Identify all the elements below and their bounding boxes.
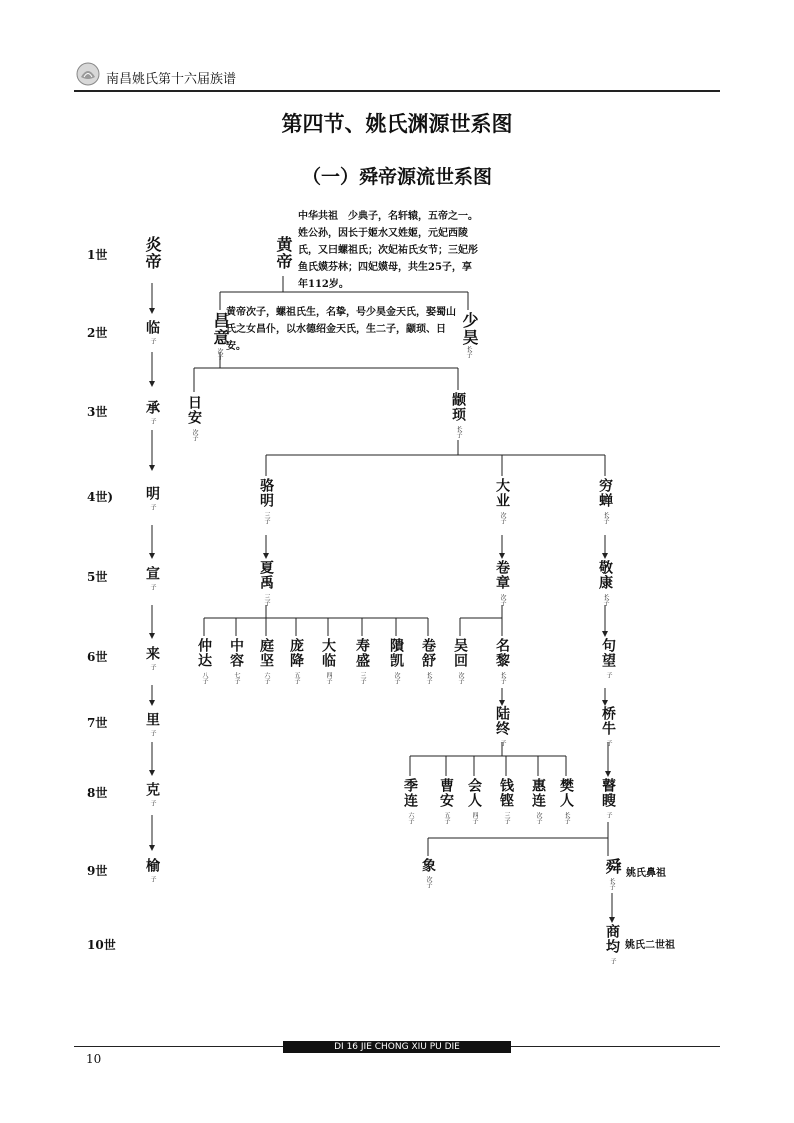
huangdi-note: 中华共祖 少典子，名轩辕，五帝之一。姓公孙，因长于姬水又姓姬，元妃西陵氏，又曰螺祖氏；次妃祐氏女节；三妃彤鱼氏嫫芬林；四妃嫫母，共生25子，享年112岁。 — [298, 211, 478, 290]
changyi-note: 黄帝次子，螺祖氏生，名挚，号少昊金天氏，娶蜀山氏之女昌仆，以水德绍金天氏，生二子，颛顼、日安。 — [226, 307, 456, 352]
generation-label-10: 10世 — [87, 938, 116, 952]
person-shangjun: 商均 — [604, 924, 620, 954]
person-rian: 日安 — [186, 395, 202, 425]
person-jingkang: 敬康 — [597, 560, 613, 590]
rank-lin: 子 — [149, 338, 156, 344]
rank-zhuanxu: 长子 — [455, 426, 462, 438]
rank-xiayu: 三子 — [263, 594, 270, 606]
rank-qiaoniu: 子 — [605, 740, 612, 746]
person-mingli: 名黎 — [494, 638, 510, 668]
person-dalin: 大临 — [320, 638, 336, 668]
person-mangjiang: 庞降 — [288, 638, 304, 668]
sub-title: （一）舜帝源流世系图 — [301, 166, 492, 188]
person-wuhui: 吴回 — [452, 638, 468, 668]
header-title: 南昌姚氏第十六届族谱 — [106, 72, 237, 87]
person-changyi: 昌意 — [211, 312, 230, 346]
generation-label-8: 8世 — [87, 786, 108, 800]
person-zhongrong: 中容 — [228, 638, 244, 668]
rank-luzhong: 子 — [499, 740, 506, 746]
generation-label-9: 9世 — [87, 864, 108, 878]
rank-zhongrong: 七子 — [233, 672, 240, 684]
generation-label-1: 1世 — [87, 248, 108, 262]
rank-jilian: 六子 — [407, 812, 414, 824]
rank-chousheng: 三子 — [359, 672, 366, 684]
person-chousheng: 寿盛 — [354, 638, 370, 668]
rank-xuan: 子 — [149, 584, 156, 590]
person-jilian: 季连 — [402, 778, 418, 808]
rank-juanshu: 长子 — [425, 672, 432, 684]
rank-ming: 子 — [149, 504, 156, 510]
rank-huilian: 次子 — [535, 812, 542, 824]
rank-daye: 次子 — [499, 512, 506, 524]
person-shaohao: 少昊 — [460, 312, 479, 346]
rank-luoming: 三子 — [263, 512, 270, 524]
person-qianjian: 钱铿 — [498, 778, 514, 808]
rank-huiren: 四子 — [471, 812, 478, 824]
rank-kuikai: 次子 — [393, 672, 400, 684]
rank-li: 子 — [149, 730, 156, 736]
rank-shangjun: 子 — [609, 958, 616, 964]
rank-lai: 子 — [149, 664, 156, 670]
person-ke: 克 — [144, 782, 160, 797]
person-qiongchan: 穷蝉 — [597, 478, 613, 508]
person-gusou: 瞽瞍 — [600, 778, 616, 808]
section-title: 第四节、姚氏渊源世系图 — [281, 111, 513, 136]
person-juanzhang: 卷章 — [494, 560, 510, 590]
person-luzhong: 陆终 — [494, 706, 510, 736]
rank-juwang: 子 — [605, 672, 612, 678]
person-huilian: 惠连 — [530, 778, 546, 808]
person-huiren: 会人 — [466, 778, 482, 808]
generation-label-7: 7世 — [87, 716, 108, 730]
person-kuikai: 隤凯 — [388, 638, 404, 668]
rank-mingli: 长子 — [499, 672, 506, 684]
person-zhuanxu: 颛顼 — [450, 392, 466, 422]
person-lai: 来 — [144, 646, 160, 661]
rank-caoan: 五子 — [443, 812, 450, 824]
rank-ke: 子 — [149, 800, 156, 806]
generation-label-4: 4世) — [87, 490, 114, 504]
person-lin: 临 — [144, 320, 160, 335]
person-juwang: 句望 — [600, 638, 616, 668]
person-xiang: 象 — [420, 858, 436, 873]
rank-yu: 子 — [149, 876, 156, 882]
person-daye: 大业 — [494, 478, 510, 508]
person-juanshu: 卷舒 — [420, 638, 436, 668]
person-xuan: 宣 — [144, 566, 160, 581]
person-cheng: 承 — [144, 400, 160, 415]
person-huangdi: 黄帝 — [274, 236, 293, 270]
rank-jingkang: 长子 — [602, 594, 609, 606]
rank-xiang: 次子 — [425, 876, 432, 888]
rank-tingjian: 六子 — [263, 672, 270, 684]
shangjun-ancestor-label: 姚氏二世祖 — [625, 940, 675, 951]
person-qiaoniu: 桥牛 — [600, 706, 616, 736]
footer-banner: DI 16 JIE CHONG XIU PU DIE — [283, 1041, 511, 1053]
page-number: 10 — [86, 1052, 102, 1066]
generation-label-2: 2世 — [87, 326, 108, 340]
person-fanren: 樊人 — [558, 778, 574, 808]
rank-gusou: 子 — [605, 812, 612, 818]
generation-label-5: 5世 — [87, 570, 108, 584]
person-li: 里 — [144, 712, 160, 727]
rank-fanren: 长子 — [563, 812, 570, 824]
generation-label-3: 3世 — [87, 405, 108, 419]
rank-dalin: 四子 — [325, 672, 332, 684]
rank-qiongchan: 长子 — [602, 512, 609, 524]
person-shun: 舜 — [603, 858, 622, 875]
rank-zhongda: 八子 — [201, 672, 208, 684]
rank-changyi: 次子 — [216, 348, 223, 360]
generation-label-6: 6世 — [87, 650, 108, 664]
person-luoming: 骆明 — [258, 478, 274, 508]
rank-shun: 长子 — [608, 878, 615, 890]
person-yu: 榆 — [144, 858, 160, 873]
person-zhongda: 仲达 — [196, 638, 212, 668]
rank-qianjian: 三子 — [503, 812, 510, 824]
rank-shaohao: 长子 — [465, 346, 472, 358]
rank-mangjiang: 五子 — [293, 672, 300, 684]
rank-wuhui: 次子 — [457, 672, 464, 684]
rank-cheng: 子 — [149, 418, 156, 424]
person-yandi: 炎帝 — [143, 236, 162, 270]
person-tingjian: 庭坚 — [258, 638, 274, 668]
person-ming: 明 — [144, 486, 160, 501]
rank-rian: 次子 — [191, 429, 198, 441]
shun-ancestor-label: 姚氏鼻祖 — [626, 868, 666, 879]
person-xiayu: 夏禹 — [258, 560, 274, 590]
person-caoan: 曹安 — [438, 778, 454, 808]
rank-juanzhang: 次子 — [499, 594, 506, 606]
